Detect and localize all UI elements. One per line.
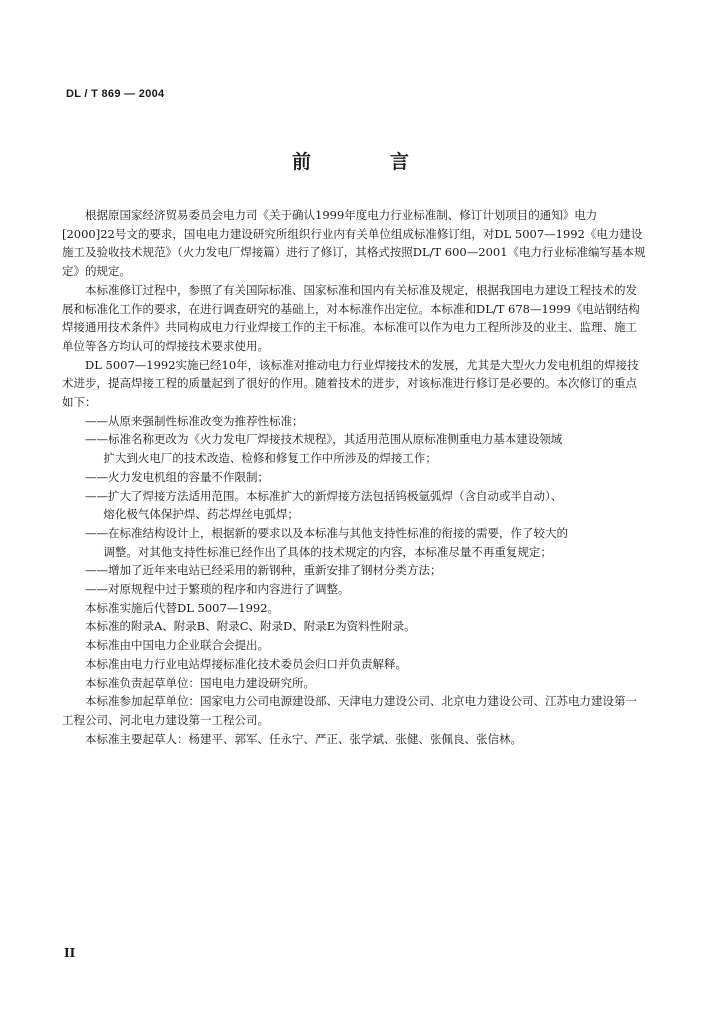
list-item: ——火力发电机组的容量不作限制； [85,469,269,484]
paragraph: DL 5007—1992实施已经10年，该标准对推动电力行业焊接技术的发展，尤其是大型火力发电机组的焊接技术进步，提高焊接工程的质量起到了很好的作用。随着技术的进步，对该标准进行修订是必要的。本次修订的重点如下： [62,357,639,410]
list-item-continuation: 扩大到火电厂的技术改造、检修和修复工作中所涉及的焊接工作； [103,451,437,466]
list-item-continuation: 熔化极气体保护焊、药芯焊丝电弧焊； [103,507,299,522]
paragraph: 根据原国家经济贸易委员会电力司《关于确认1999年度电力行业标准制、修订计划项目的通知》电力[2000]22号文的要求，国电电力建设研究所组织行业内有关单位组成标准修订组，对DL 5007—1992《电力建设施工及验收技术规范》（火力发电厂焊接篇）进行了修订，其格式按照DL/T 600—2001《电力行业标准编写基本规定》的规定。 [62,208,646,279]
closing-line: 本标准负责起草单位：国电电力建设研究所。 [85,675,315,690]
list-item: ——对原规程中过于繁琐的程序和内容进行了调整。 [85,582,350,597]
list-item: ——标准名称更改为《火力发电厂焊接技术规程》，其适用范围从原标准侧重电力基本建设领域 [85,432,563,447]
closing-line: 本标准参加起草单位：国家电力公司电源建设部、天津电力建设公司、北京电力建设公司、江苏电力建设第一工程公司、河北电力建设第一工程公司。 [62,694,637,727]
closing-line: 本标准的附录A、附录B、附录C、附录D、附录E为资料性附录。 [85,619,416,634]
closing-line: 本标准由电力行业电站焊接标准化技术委员会归口并负责解释。 [85,656,407,671]
list-item: ——从原来强制性标准改变为推荐性标准； [85,413,304,428]
list-item-continuation: 调整。对其他支持性标准已经作出了具体的技术规定的内容，本标准尽量不再重复规定； [103,544,552,559]
list-item: ——增加了近年来电站已经采用的新钢种，重新安排了钢材分类方法； [85,563,442,578]
list-item: ——在标准结构设计上，根据新的要求以及本标准与其他支持性标准的衔接的需要，作了较大的 [85,525,568,540]
paragraph: 本标准修订过程中，参照了有关国际标准、国家标准和国内有关标准及规定，根据我国电力建设工程技术的发展和标准化工作的要求，在进行调查研究的基础上，对本标准作出定位。本标准和DL/T 678—1999《电站钢结构焊接通用技术条件》共同构成电力行业焊接工作的主干标准。本标准可以作为电力工程所涉及的业主、监理、施工单位等各方均认可的焊接技术要求使用。 [62,282,640,353]
closing-line: 本标准由中国电力企业联合会提出。 [85,638,269,653]
foreword-body [62,206,648,748]
page-number: II [64,946,76,960]
document-code: DL / T 869 — 2004 [66,88,165,100]
list-item: ——扩大了焊接方法适用范围。本标准扩大的新焊接方法包括钨极氩弧焊（含自动或半自动）、 [85,488,563,503]
closing-line: 本标准实施后代替DL 5007—1992。 [85,600,280,615]
closing-line: 本标准主要起草人：杨建平、郭军、任永宁、严正、张学斌、张健、张佩良、张信林。 [85,731,522,746]
page-title: 前 言 [291,151,439,173]
revision-list [62,412,648,599]
